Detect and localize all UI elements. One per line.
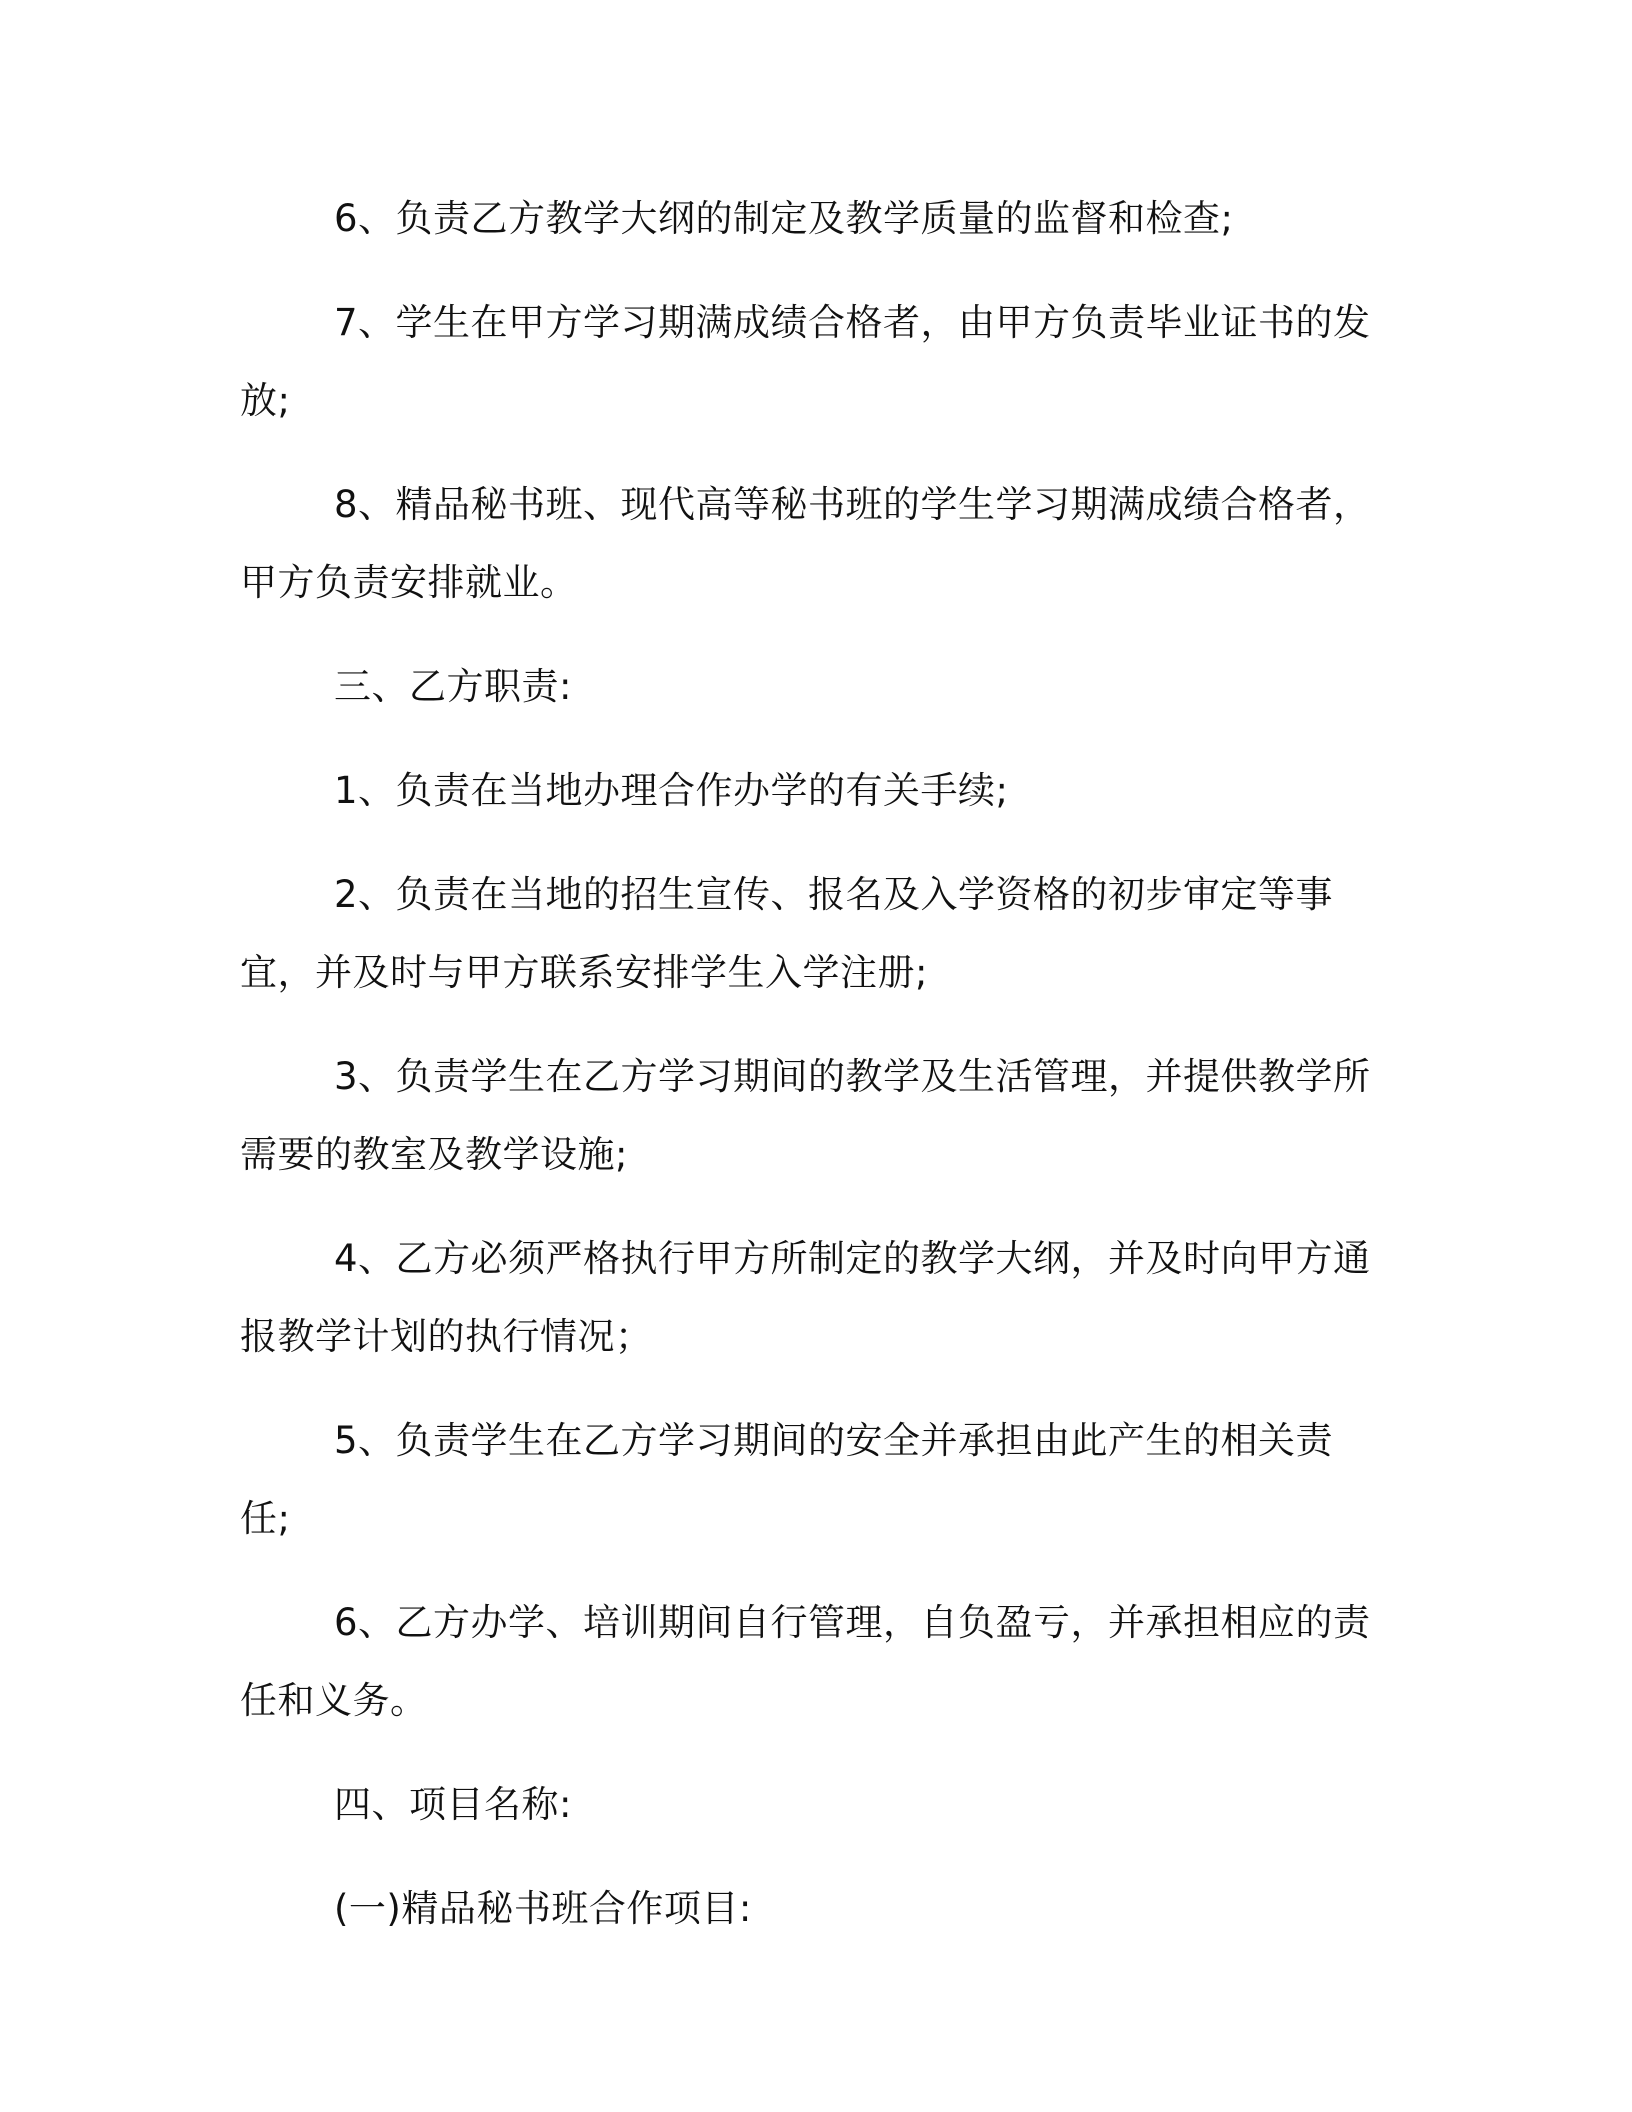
paragraph-item-4-yifang: 4、乙方必须严格执行甲方所制定的教学大纲，并及时向甲方通报教学计划的执行情况；	[240, 1237, 1371, 1358]
paragraph-item-2-yifang: 2、负责在当地的招生宣传、报名及入学资格的初步审定等事宜，并及时与甲方联系安排学生入学注册;	[240, 873, 1334, 994]
paragraph-item-3-yifang: 3、负责学生在乙方学习期间的教学及生活管理，并提供教学所需要的教室及教学设施;	[240, 1055, 1371, 1176]
document-body	[240, 180, 1380, 1974]
paragraph-item-5-yifang: 5、负责学生在乙方学习期间的安全并承担由此产生的相关责任;	[240, 1419, 1334, 1540]
section-heading-project-name: 四、项目名称:	[334, 1783, 572, 1826]
paragraph-item-6-yifang: 6、乙方办学、培训期间自行管理，自负盈亏，并承担相应的责任和义务。	[240, 1601, 1371, 1722]
paragraph-item-1-yifang: 1、负责在当地办理合作办学的有关手续;	[334, 769, 1009, 812]
paragraph-item-6-jiafang: 6、负责乙方教学大纲的制定及教学质量的监督和检查;	[334, 197, 1234, 240]
subheading-premium-secretary-project: (一)精品秘书班合作项目:	[334, 1887, 752, 1930]
paragraph-item-8-jiafang: 8、精品秘书班、现代高等秘书班的学生学习期满成绩合格者，甲方负责安排就业。	[240, 483, 1371, 604]
section-heading-yifang-duties: 三、乙方职责:	[334, 665, 572, 708]
paragraph-item-7-jiafang: 7、学生在甲方学习期满成绩合格者，由甲方负责毕业证书的发放;	[240, 301, 1371, 422]
